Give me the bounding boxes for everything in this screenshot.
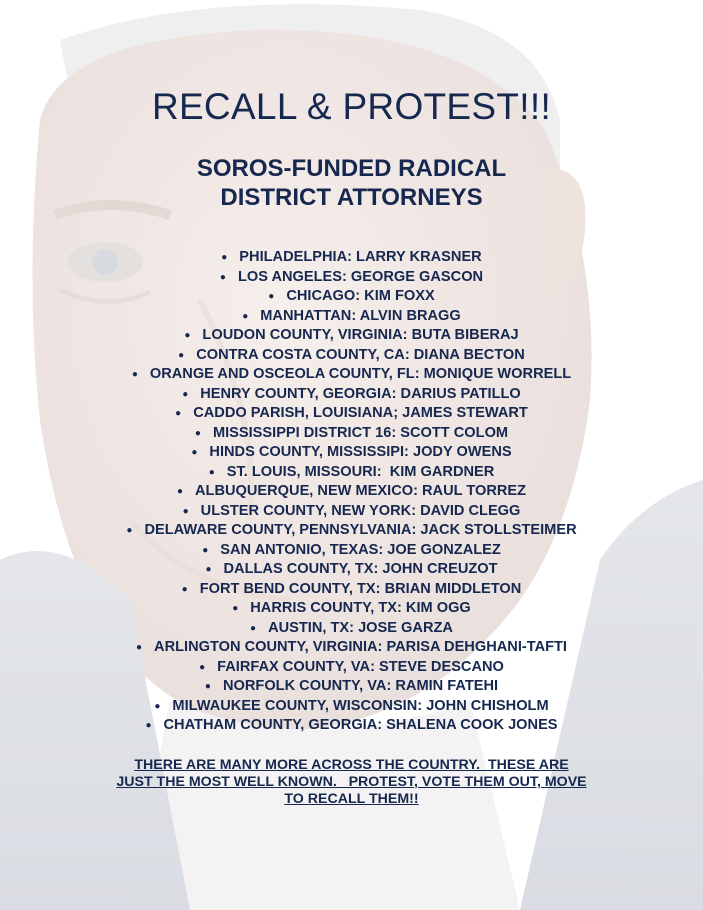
list-item-text: LOS ANGELES: GEORGE GASCON [237,268,484,285]
list-item [0,268,703,288]
list-item [0,619,703,639]
list-item [0,326,703,346]
list-item [0,716,703,736]
bullet-icon: ● [219,271,226,283]
list-item-text: CHATHAM COUNTY, GEORGIA: SHALENA COOK JONES [163,717,558,733]
list-item-text: CADDO PARISH, LOUISIANA; JAMES STEWART [193,405,528,421]
list-item [0,365,703,385]
list-item [0,521,703,541]
list-item-text: CHICAGO: KIM FOXX [286,288,435,304]
call-to-action [0,757,703,808]
bullet-icon: ● [204,681,211,692]
bullet-icon: ● [205,564,212,575]
list-item-text: FAIRFAX COUNTY, VA: STEVE DESCANO [217,658,504,675]
list-item-text: FORT BEND COUNTY, TX: BRIAN MIDDLETON [199,580,522,597]
list-item-text: PHILADELPHIA: LARRY KRASNER [239,249,482,265]
bullet-icon: ● [136,642,143,653]
list-item-text: ST. LOUIS, MISSOURI: KIM GARDNER [226,463,495,480]
bullet-icon: ● [250,622,257,634]
list-item-text: HENRY COUNTY, GEORGIA: DARIUS PATILLO [200,385,521,402]
list-item-text: AUSTIN, TX: JOSE GARZA [268,619,453,636]
bullet-icon: ● [181,583,188,595]
list-item [0,385,703,405]
list-item [0,404,703,424]
list-item [0,482,703,502]
list-item-text: ARLINGTON COUNTY, VIRGINIA: PARISA DEHGHANI-TAFTI [154,639,567,655]
list-item-text: HINDS COUNTY, MISSISSIPI: JODY OWENS [209,444,512,460]
list-item [0,424,703,444]
list-item [0,346,703,366]
list-item [0,443,703,463]
district-attorney-list [0,248,703,736]
bullet-icon: ● [176,486,183,497]
list-item [0,697,703,717]
page-title: RECALL & PROTEST!!! [151,86,552,127]
bullet-icon: ● [154,700,161,712]
subtitle-line: SOROS-FUNDED RADICAL [196,155,507,182]
bullet-icon: ● [191,447,198,458]
subtitle-line: DISTRICT ATTORNEYS [220,184,483,211]
list-item [0,658,703,678]
bullet-icon: ● [175,408,182,419]
list-item [0,463,703,483]
list-item-text: HARRIS COUNTY, TX: KIM OGG [250,600,471,616]
list-item [0,502,703,522]
list-item-text: NORFOLK COUNTY, VA: RAMIN FATEHI [222,678,499,694]
list-item [0,560,703,580]
list-item [0,307,703,327]
call-to-action-line: TO RECALL THEM!! [284,791,419,807]
list-item [0,638,703,658]
list-item-text: SAN ANTONIO, TEXAS: JOE GONZALEZ [220,541,501,558]
list-item-text: DELAWARE COUNTY, PENNSYLVANIA: JACK STOLLSTEIMER [144,522,577,538]
bullet-icon: ● [242,310,249,322]
list-item-text: CONTRA COSTA COUNTY, CA: DIANA BECTON [196,346,525,363]
bullet-icon: ● [178,349,185,361]
bullet-icon: ● [232,603,239,614]
list-item-text: DALLAS COUNTY, TX: JOHN CREUZOT [223,561,498,577]
bullet-icon: ● [208,466,215,478]
bullet-icon: ● [184,330,191,341]
bullet-icon: ● [126,525,133,536]
bullet-icon: ● [221,252,228,263]
list-item-text: ULSTER COUNTY, NEW YORK: DAVID CLEGG [200,502,521,519]
list-item-text: MANHATTAN: ALVIN BRAGG [260,307,461,324]
bullet-icon: ● [194,427,201,439]
bullet-icon: ● [145,720,152,731]
list-item [0,287,703,307]
bullet-icon: ● [268,291,275,302]
bullet-icon: ● [202,544,209,556]
bullet-icon: ● [182,505,189,517]
list-item [0,248,703,268]
list-item-text: ALBUQUERQUE, NEW MEXICO: RAUL TORREZ [194,483,527,499]
list-item [0,580,703,600]
list-item-text: LOUDON COUNTY, VIRGINIA: BUTA BIBERAJ [202,327,519,343]
list-item-text: ORANGE AND OSCEOLA COUNTY, FL: MONIQUE WORRELL [149,366,572,382]
list-item-text: MISSISSIPPI DISTRICT 16: SCOTT COLOM [212,424,509,441]
subtitle [0,154,703,212]
list-item [0,677,703,697]
call-to-action-line: THERE ARE MANY MORE ACROSS THE COUNTRY. THESE ARE [134,757,569,773]
call-to-action-line: JUST THE MOST WELL KNOWN. PROTEST, VOTE THEM OUT, MOVE [116,774,587,790]
list-item [0,541,703,561]
bullet-icon: ● [199,661,206,673]
list-item-text: MILWAUKEE COUNTY, WISCONSIN: JOHN CHISHOLM [172,697,549,714]
bullet-icon: ● [131,369,138,380]
list-item [0,599,703,619]
bullet-icon: ● [182,388,189,400]
